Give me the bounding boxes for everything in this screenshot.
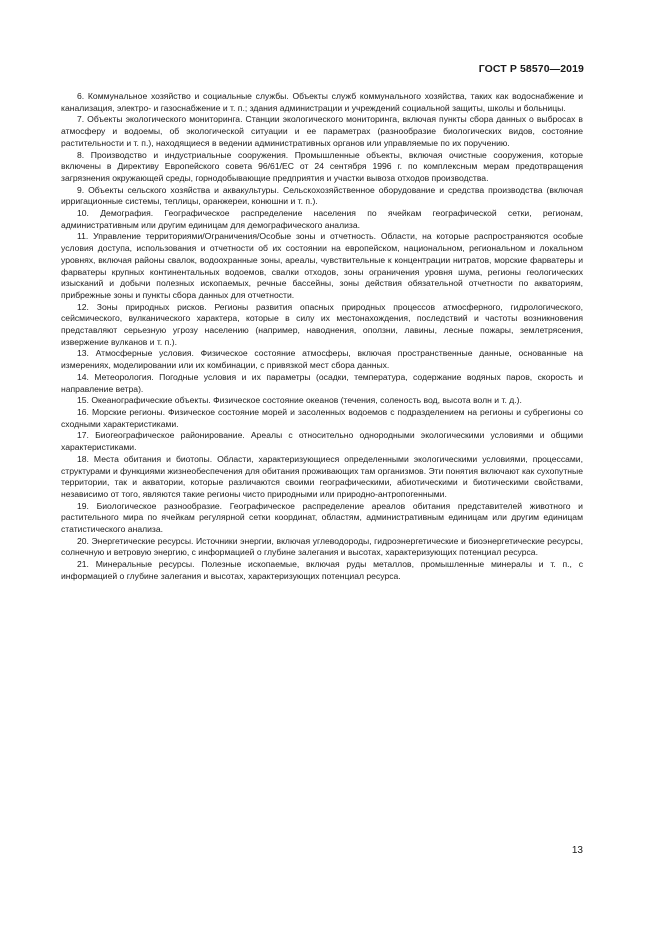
page-number: 13 xyxy=(571,845,583,856)
paragraph-16: 16. Морские регионы. Физическое состояние морей и засоленных водоемов с подразделением на регионы и субрегионы со сходными характеристиками. xyxy=(61,406,583,429)
paragraph-11: 11. Управление территориями/Ограничения/Особые зоны и отчетность. Области, на которые распространяются особые условия доступа, использования и отчетности об их состоянии на европейском, национальном, региональном и локальном уровнях, включая районы свалок, водоохранные зоны, ареалы, чувствительные к концентрации нитратов, морские фарватеры и фарватеры крупных континентальных водоемов, свалки отходов, зоны ограничения уровня шума, регионы геологических изысканий и добычи полезных ископаемых, речные бассейны, зоны действия обязательной отчетности по акваториям, прибрежные зоны и пункты сбора данных для отчетности. xyxy=(61,231,583,300)
paragraph-17: 17. Биогеографическое районирование. Ареалы с относительно однородными экологическими условиями и общими характеристиками. xyxy=(61,430,583,453)
paragraph-8: 8. Производство и индустриальные сооружения. Промышленные объекты, включая очистные сооружения, которые включены в Директиву Европейского совета 96/61/ЕС от 24 сентября 1996 г. по комплексным мерам предотвращения загрязнения окружающей среды, горнодобывающие предприятия и участки вывоза отходов производства. xyxy=(61,149,583,183)
paragraph-20: 20. Энергетические ресурсы. Источники энергии, включая углеводороды, гидроэнергетические и биоэнергетические ресурсы, солнечную и ветровую энергию, с информацией о глубине залегания и высотах, характеризующих потенциал ресурса. xyxy=(61,535,583,558)
paragraph-7: 7. Объекты экологического мониторинга. Станции экологического мониторинга, включая пункты сбора данных о выбросах в атмосферу и водоемы, об экологической ситуации и ее параметрах (разнообразие биологических видов, состояние растительности и т. п.), находящиеся в ведении административных органов или управляемые по их поручению. xyxy=(61,114,583,148)
document-body xyxy=(61,91,583,583)
paragraph-9: 9. Объекты сельского хозяйства и аквакультуры. Сельскохозяйственное оборудование и средства производства (включая ирригационные системы, теплицы, оранжереи, конюшни и т. п.). xyxy=(61,184,583,207)
paragraph-12: 12. Зоны природных рисков. Регионы развития опасных природных процессов атмосферного, гидрологического, сейсмического, вулканического характера, которые в силу их местонахождения, последствий и частоты возникновения представляют серьезную угрозу населению (например, наводнения, оползни, лавины, лесные пожары, землетрясения, извержение вулканов и т. п.). xyxy=(61,301,583,347)
paragraph-13: 13. Атмосферные условия. Физическое состояние атмосферы, включая пространственные данные, основанные на измерениях, моделировании или их комбинации, с привязкой мест сбора данных. xyxy=(61,348,583,371)
paragraph-19: 19. Биологическое разнообразие. Географическое распределение ареалов обитания представителей животного и растительного мира по ячейкам регулярной сетки координат, областям, административным единицам или другим единицам статистического анализа. xyxy=(61,500,583,535)
standard-header: ГОСТ Р 58570—2019 xyxy=(478,63,584,75)
paragraph-6: 6. Коммунальное хозяйство и социальные службы. Объекты служб коммунального хозяйства, таких как водоснабжение и канализация, электро- и газоснабжение и т. п.; здания администрации и учреждений социальной защиты, школы и больницы. xyxy=(61,91,583,113)
paragraph-15: 15. Океанографические объекты. Физическое состояние океанов (течения, соленость вод, высота волн и т. д.). xyxy=(77,395,522,406)
paragraph-21: 21. Минеральные ресурсы. Полезные ископаемые, включая руды металлов, промышленные минералы и т. п., с информацией о глубине залегания и высотах, характеризующих потенциал ресурса. xyxy=(61,559,583,581)
paragraph-10: 10. Демография. Географическое распределение населения по ячейкам географической сетки, регионам, административным или другим единицам для демографического анализа. xyxy=(61,208,583,230)
paragraph-18: 18. Места обитания и биотопы. Области, характеризующиеся определенными экологическими условиями, процессами, структурами и функциями жизнеобеспечения для обитания проживающих там организмов. Эти понятия включают как сухопутные территории, так и акватории, которые различаются своими географическими, абиотическими и биотическими свойствами, независимо от того, являются такие регионы чисто природными или природно-антропогенными. xyxy=(61,453,583,499)
paragraph-14: 14. Метеорология. Погодные условия и их параметры (осадки, температура, содержание водяных паров, скорость и направление ветра). xyxy=(61,371,583,394)
